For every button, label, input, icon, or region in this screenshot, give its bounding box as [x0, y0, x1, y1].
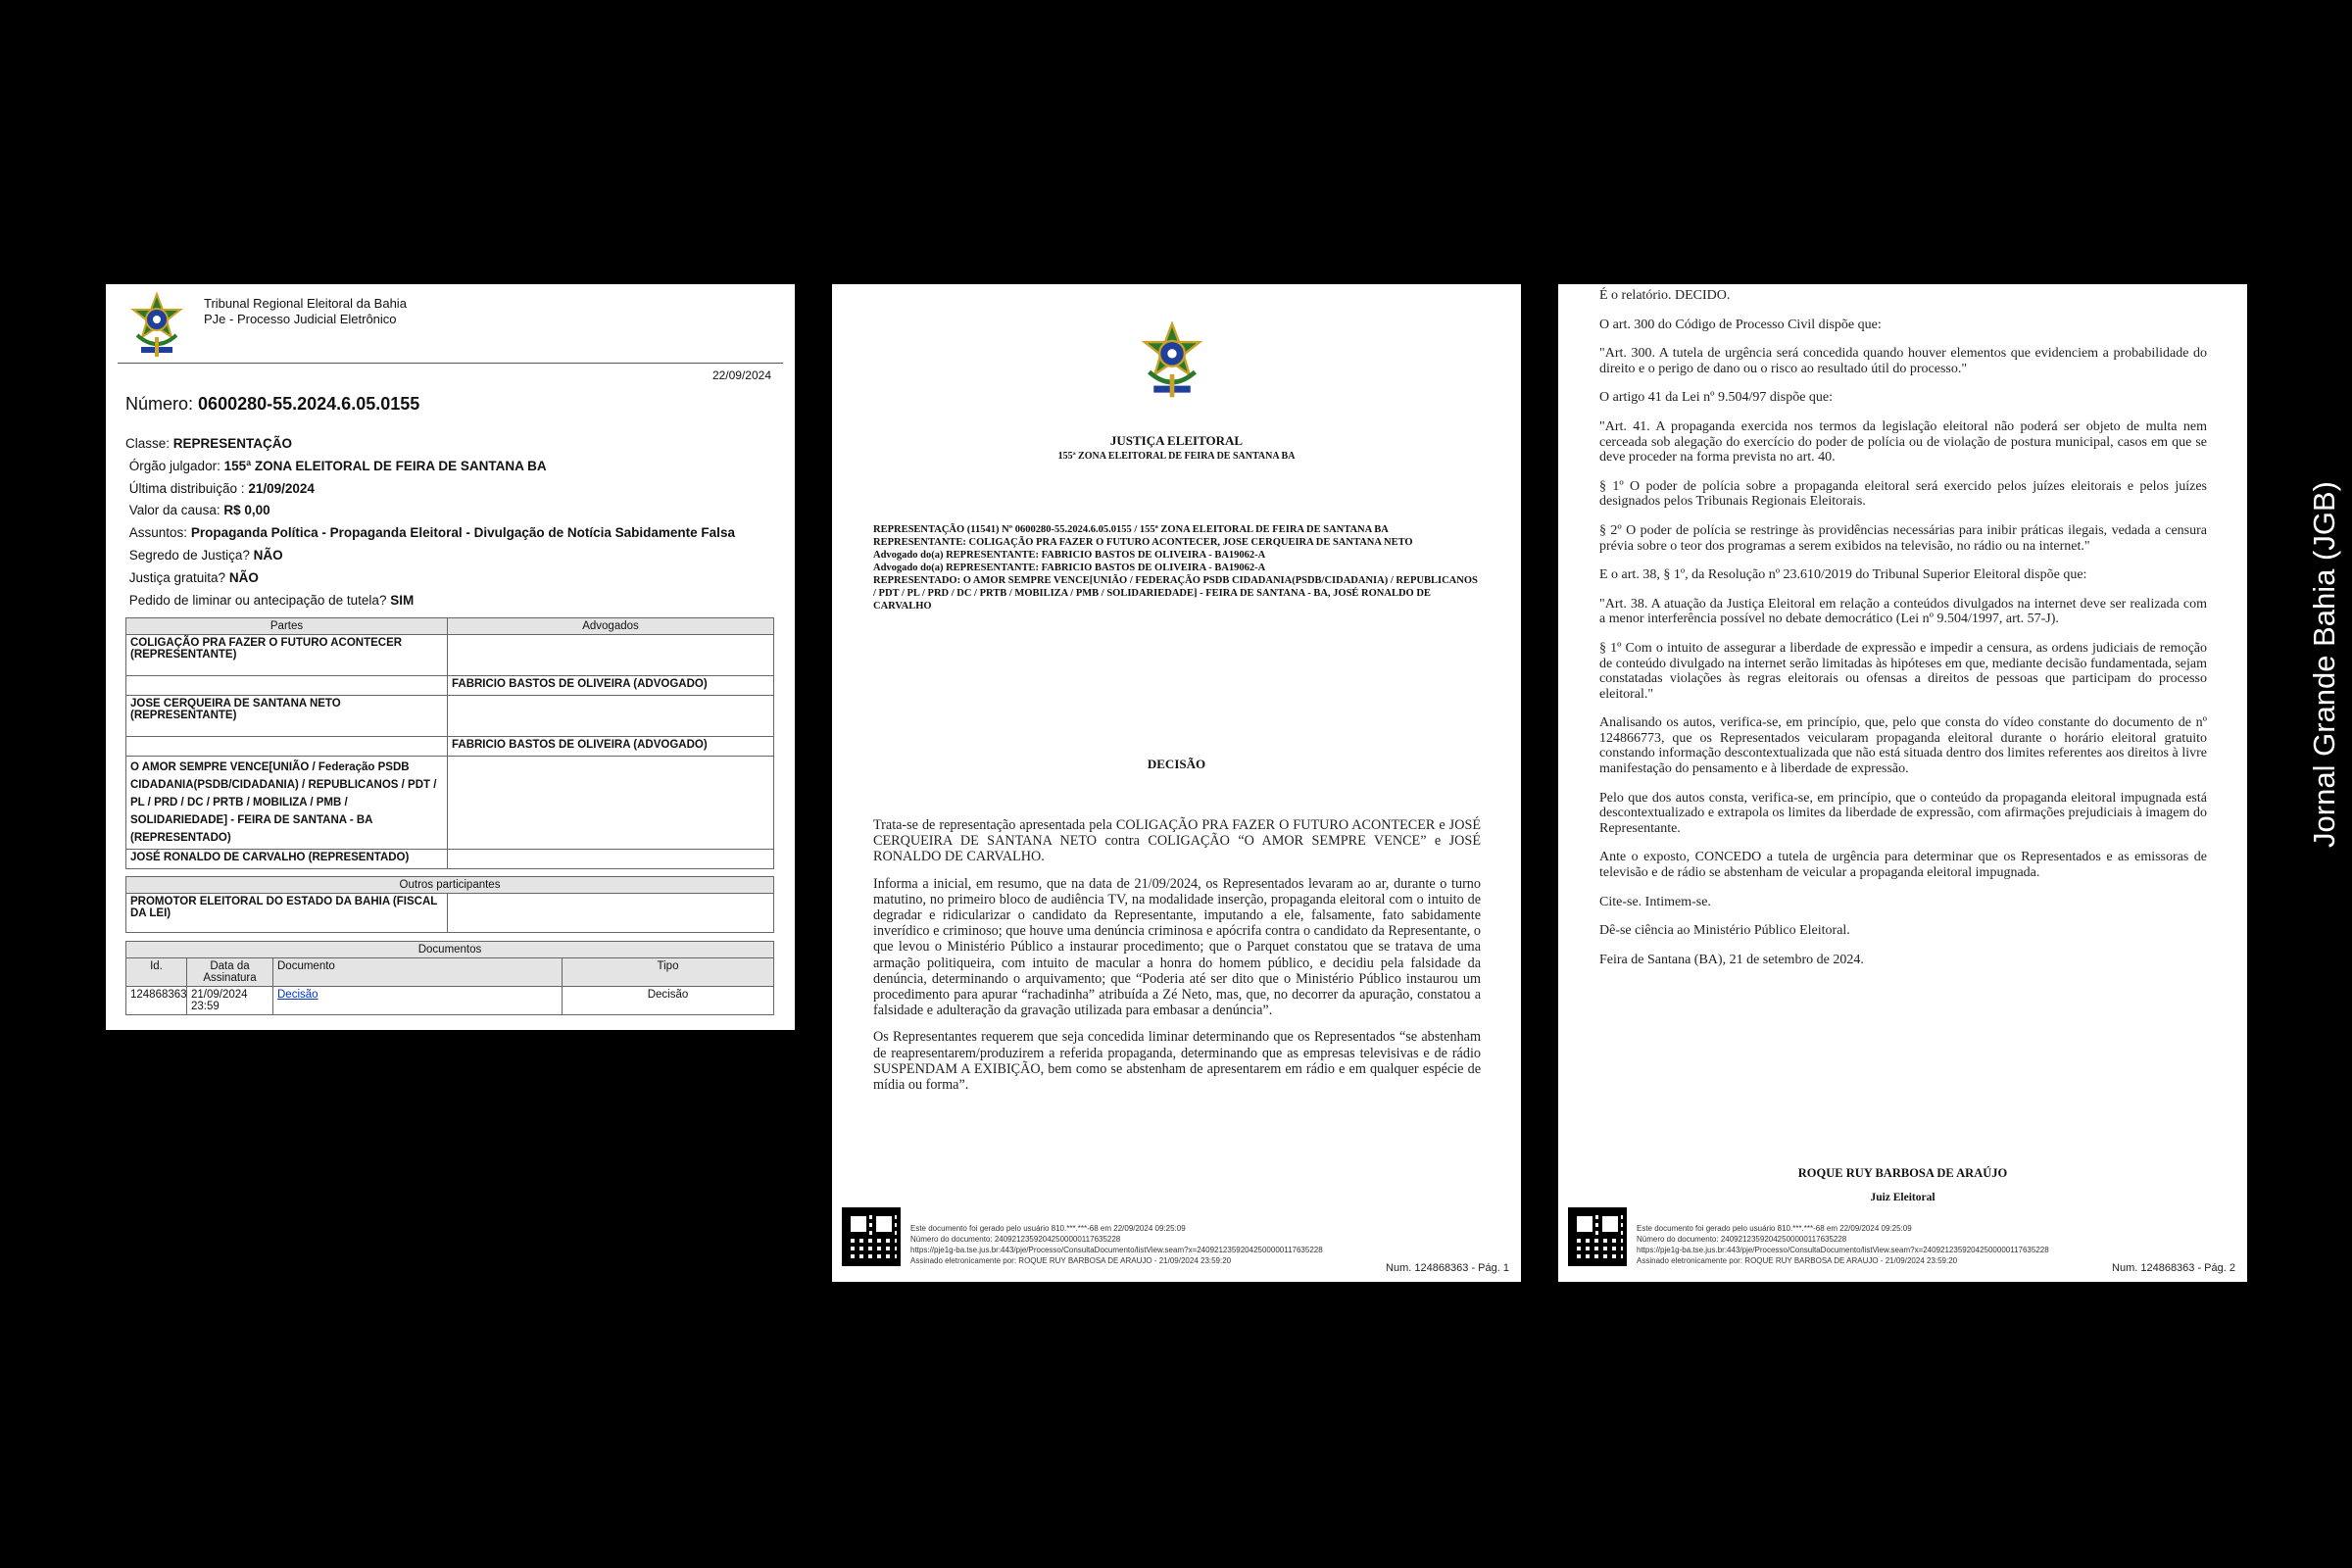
page-footer: [842, 1203, 1511, 1276]
lawyer-cell: FABRICIO BASTOS DE OLIVEIRA (ADVOGADO): [448, 737, 774, 757]
column-header-id: Id.: [126, 958, 187, 987]
column-header-documento: Documento: [273, 958, 563, 987]
field-label: Valor da causa:: [128, 503, 220, 518]
table-title: Outros participantes: [126, 877, 774, 894]
party-cell: [126, 676, 448, 696]
field-label: Última distribuição :: [128, 480, 245, 496]
field-distribuicao: [125, 478, 735, 501]
paragraph: Informa a inicial, em resumo, que na data de 21/09/2024, os Representados levaram ao ar, durante o turno matutino, no primeiro bloco de audiência TV, na modalidade inserção, propaganda eleitoral com o intuito de degradar e ridicularizar o candidato da Representante, imputando a ele, falsamente, fato sabidamente inverídico e criminoso; que houve uma denúncia criminosa e apócrifa contra o candidato da Representante, o que levou o Ministério Público a instaurar procedimento; que o Parquet constatou que se tratava de uma armação politiqueira, com intuito de macular a honra do homem público, e decidiu pela falsidade da denúncia, determinando o arquivamento; que “Poderia até ser dito que o Ministério Público instaurou um procedimento para apurar “rachadinha” atribuída a Zé Neto, mas, que, no decorrer da apuração, constatou a falsidade e adulteração da gravação utilizada para embasar a denúncia”.: [873, 875, 1481, 1019]
table-row: [126, 676, 774, 696]
paragraph: § 1º O poder de polícia sobre a propaganda eleitoral será exercido pelos juízes eleitorais e pelos juízes designados pelos Tribunais Regionais Eleitorais.: [1599, 478, 2207, 510]
field-label: Justiça gratuita?: [128, 569, 226, 585]
decision-title: DECISÃO: [1147, 757, 1206, 771]
paragraph: § 2º O poder de polícia se restringe às providências necessárias para inibir práticas ilegais, vedada a censura prévia sobre o teor dos programas a serem exibidos na televisão, no rádio ou na internet.": [1599, 522, 2207, 554]
header-divider: [118, 363, 783, 364]
party-cell: [126, 737, 448, 757]
field-label: Assuntos:: [128, 525, 188, 541]
field-liminar: [125, 590, 735, 612]
footer-line: Número do documento: 24092123592042500000117635228: [910, 1235, 1121, 1244]
party-cell: JOSÉ RONALDO DE CARVALHO (REPRESENTADO): [126, 850, 448, 869]
field-value: NÃO: [253, 547, 283, 563]
field-value: REPRESENTAÇÃO: [172, 436, 293, 451]
paragraph: Analisando os autos, verifica-se, em princípio, que, pelo que consta do vídeo constante do documento de nº 124866773, que os Representados veicularam propaganda eleitoral durante o horário eleitoral gratuito constando informação descontextualizada que não está situada dentro dos limites referentes aos direitos à livre manifestação do pensamento e à liberdade de expressão.: [1599, 715, 2207, 777]
footer-line: Assinado eletronicamente por: ROQUE RUY BARBOSA DE ARAUJO - 21/09/2024 23:59:20: [1637, 1256, 1958, 1265]
decision-page-1: [832, 284, 1521, 1282]
other-participants-table: [125, 876, 774, 933]
paragraph: "Art. 38. A atuação da Justiça Eleitoral em relação a conteúdos divulgados na internet deve ser realizada com a menor interferência possível no debate democrático (Lei nº 9.504/1997, art. 57-J).: [1599, 596, 2207, 627]
page-number: Num. 124868363 - Pág. 1: [1386, 1262, 1509, 1274]
doc-date: 21/09/2024 23:59: [187, 987, 273, 1015]
paragraph: Ante o exposto, CONCEDO a tutela de urgência para determinar que os Representados e as emissoras de televisão e de rádio se abstenham de veicular a propaganda eleitoral impugnada.: [1599, 850, 2207, 881]
field-value: Propaganda Política - Propaganda Eleitoral - Divulgação de Notícia Sabidamente Falsa: [190, 525, 735, 541]
column-header-tipo: Tipo: [563, 958, 774, 987]
brazil-coat-of-arms-icon: [1138, 321, 1206, 402]
paragraph: Os Representantes requerem que seja concedida liminar determinando que os Representados “se abstenham de reapresentarem/produzirem a referida propaganda, determinando que as empresas televisivas e de rádio SUSPENDAM A EXIBIÇÃO, bem como se abstenham de apresentarem em rádio e em qualquer espécie de mídia ou forma”.: [873, 1029, 1481, 1094]
footer-line: Número do documento: 24092123592042500000117635228: [1637, 1235, 1847, 1244]
process-number: [125, 394, 419, 415]
decision-page-2: [1558, 284, 2247, 1282]
meta-line: Advogado do(a) REPRESENTANTE: FABRICIO BASTOS DE OLIVEIRA - BA19062-A: [873, 550, 1266, 561]
field-value: R$ 0,00: [223, 503, 270, 518]
field-label: Classe:: [125, 436, 171, 451]
photo-credit: Jornal Grande Bahia (JGB): [2307, 481, 2341, 848]
doc-id: 124868363: [126, 987, 187, 1015]
field-gratuita: [125, 567, 735, 590]
court-name: Tribunal Regional Eleitoral da Bahia: [204, 296, 407, 311]
party-cell: PROMOTOR ELEITORAL DO ESTADO DA BAHIA (FISCAL DA LEI): [126, 894, 448, 933]
footer-line: Assinado eletronicamente por: ROQUE RUY BARBOSA DE ARAUJO - 21/09/2024 23:59:20: [910, 1256, 1232, 1265]
meta-line: REPRESENTADO: O AMOR SEMPRE VENCE[UNIÃO / FEDERAÇÃO PSDB CIDADANIA(PSDB/CIDADANIA) / REPUBLICANOS / PDT / PL / PRD / DC / PRTB / MOBILIZA / PMB / SOLIDARIEDADE] - FEIRA DE SANTANA - BA, JOSÉ RONALDO DE CARVALHO: [873, 575, 1478, 612]
signer-role: Juiz Eleitoral: [1870, 1192, 1936, 1203]
court-zone: 155ª ZONA ELEITORAL DE FEIRA DE SANTANA BA: [1057, 451, 1296, 462]
decision-body: [873, 817, 1481, 1103]
case-metadata: [873, 523, 1481, 612]
field-orgao: [125, 456, 735, 478]
paragraph: O artigo 41 da Lei nº 9.504/97 dispõe que:: [1599, 390, 1834, 406]
field-assuntos: [125, 522, 735, 545]
court-title: JUSTIÇA ELEITORAL: [1109, 433, 1244, 448]
footer-line: Este documento foi gerado pelo usuário 810.***.***-68 em 22/09/2024 09:25:09: [910, 1224, 1186, 1233]
doc-type: Decisão: [563, 987, 774, 1015]
column-header-data: Data da Assinatura: [187, 958, 273, 987]
paragraph: Trata-se de representação apresentada pela COLIGAÇÃO PRA FAZER O FUTURO ACONTECER e JOSÉ CERQUEIRA DE SANTANA NETO contra COLIGAÇÃO “O AMOR SEMPRE VENCE” e JOSÉ RONALDO DE CARVALHO.: [873, 817, 1481, 865]
footer-note: [1637, 1223, 2049, 1266]
document-link[interactable]: Decisão: [277, 989, 318, 1001]
footer-note: [910, 1223, 1323, 1266]
paragraph: Pelo que dos autos consta, verifica-se, em princípio, que o conteúdo da propaganda eleitoral impugnada está descontextualizado e extrapola os limites da liberdade de expressão, com afirmações prejudiciais à imagem do Representante.: [1599, 790, 2207, 836]
page-footer: [1568, 1203, 2237, 1276]
signer-name: ROQUE RUY BARBOSA DE ARAÚJO: [1797, 1166, 2008, 1180]
field-label: Órgão julgador:: [128, 458, 220, 473]
qr-code-icon: [1568, 1207, 1627, 1266]
lawyer-cell: [448, 696, 774, 737]
party-cell: JOSE CERQUEIRA DE SANTANA NETO (REPRESENTANTE): [126, 696, 448, 737]
pje-process-sheet: [106, 284, 795, 1030]
column-header-advogados: Advogados: [448, 618, 774, 635]
field-value: 21/09/2024: [248, 480, 315, 496]
party-cell: O AMOR SEMPRE VENCE[UNIÃO / Federação PSDB CIDADANIA(PSDB/CIDADANIA) / REPUBLICANOS / PDT / PL / PRD / DC / PRTB / MOBILIZA / PMB / SOLIDARIEDADE] - FEIRA DE SANTANA - BA (REPRESENTADO): [126, 757, 448, 850]
table-row: [126, 737, 774, 757]
paragraph: O art. 300 do Código de Processo Civil dispõe que:: [1599, 317, 1882, 332]
table-row: [126, 850, 774, 869]
field-value: 155ª ZONA ELEITORAL DE FEIRA DE SANTANA BA: [223, 458, 547, 473]
field-segredo: [125, 545, 735, 567]
documents-table: [125, 941, 774, 1015]
table-row: [126, 696, 774, 737]
footer-line: https://pje1g-ba.tse.jus.br:443/pje/Processo/ConsultaDocumento/listView.seam?x=24092123592042500000117635228: [1637, 1246, 2049, 1254]
brazil-coat-of-arms-icon: [129, 292, 184, 361]
party-cell: COLIGAÇÃO PRA FAZER O FUTURO ACONTECER (REPRESENTANTE): [126, 635, 448, 676]
table-row: [126, 894, 774, 933]
lawyer-cell: [448, 850, 774, 869]
paragraph: Feira de Santana (BA), 21 de setembro de 2024.: [1599, 952, 1864, 967]
footer-line: https://pje1g-ba.tse.jus.br:443/pje/Processo/ConsultaDocumento/listView.seam?x=24092123592042500000117635228: [910, 1246, 1323, 1254]
print-date: 22/09/2024: [711, 368, 771, 382]
lawyer-cell: FABRICIO BASTOS DE OLIVEIRA (ADVOGADO): [448, 676, 774, 696]
meta-line: REPRESENTANTE: COLIGAÇÃO PRA FAZER O FUTURO ACONTECER, JOSE CERQUEIRA DE SANTANA NETO: [873, 537, 1413, 548]
table-row: [126, 757, 774, 850]
paragraph: "Art. 41. A propaganda exercida nos termos da legislação eleitoral não poderá ser objeto de multa nem cerceada sob alegação do exercício do poder de polícia ou de violação de postura municipal, casos em que se deve proceder na forma prevista no art. 40.: [1599, 418, 2207, 466]
paragraph: Dê-se ciência ao Ministério Público Eleitoral.: [1599, 923, 1850, 939]
process-fields: [125, 433, 735, 612]
paragraph: "Art. 300. A tutela de urgência será concedida quando houver elementos que evidenciem a probabilidade do direito e o perigo de dano ou o risco ao resultado útil do processo.": [1599, 346, 2207, 376]
column-header-partes: Partes: [126, 618, 448, 635]
qr-code-icon: [842, 1207, 901, 1266]
page-number: Num. 124868363 - Pág. 2: [2112, 1262, 2235, 1274]
parties-table: [125, 617, 774, 869]
system-name: PJe - Processo Judicial Eletrônico: [204, 312, 397, 326]
lawyer-cell: [448, 635, 774, 676]
meta-line: REPRESENTAÇÃO (11541) Nº 0600280-55.2024.6.05.0155 / 155ª ZONA ELEITORAL DE FEIRA DE SANTANA BA: [873, 524, 1389, 535]
paragraph: É o relatório. DECIDO.: [1599, 288, 1731, 303]
field-classe: [125, 433, 735, 456]
table-title: Documentos: [126, 942, 774, 958]
court-header: [204, 296, 407, 327]
meta-line: Advogado do(a) REPRESENTANTE: FABRICIO BASTOS DE OLIVEIRA - BA19062-A: [873, 563, 1266, 573]
process-number-label: Número:: [125, 394, 194, 414]
field-value: NÃO: [228, 569, 259, 585]
table-row: [126, 635, 774, 676]
lawyer-cell: [448, 757, 774, 850]
paragraph: Cite-se. Intimem-se.: [1599, 894, 1711, 909]
field-label: Segredo de Justiça?: [128, 547, 250, 563]
table-row: [126, 987, 774, 1015]
field-label: Pedido de liminar ou antecipação de tutela?: [128, 592, 387, 608]
decision-body: [1599, 288, 2207, 981]
field-valor: [125, 500, 735, 522]
field-value: SIM: [390, 592, 415, 608]
process-number-value: 0600280-55.2024.6.05.0155: [198, 394, 420, 414]
footer-line: Este documento foi gerado pelo usuário 810.***.***-68 em 22/09/2024 09:25:09: [1637, 1224, 1912, 1233]
lawyer-cell: [448, 894, 774, 933]
paragraph: E o art. 38, § 1º, da Resolução nº 23.610/2019 do Tribunal Superior Eleitoral dispõe que:: [1599, 567, 2087, 583]
paragraph: § 1º Com o intuito de assegurar a liberdade de expressão e impedir a censura, as ordens judiciais de remoção de conteúdo divulgado na internet serão limitadas às hipóteses em que, mediante decisão fundamentada, sejam constatadas violações às regras eleitorais ou ofensas a direitos de pessoas que participam do processo eleitoral.": [1599, 640, 2207, 702]
